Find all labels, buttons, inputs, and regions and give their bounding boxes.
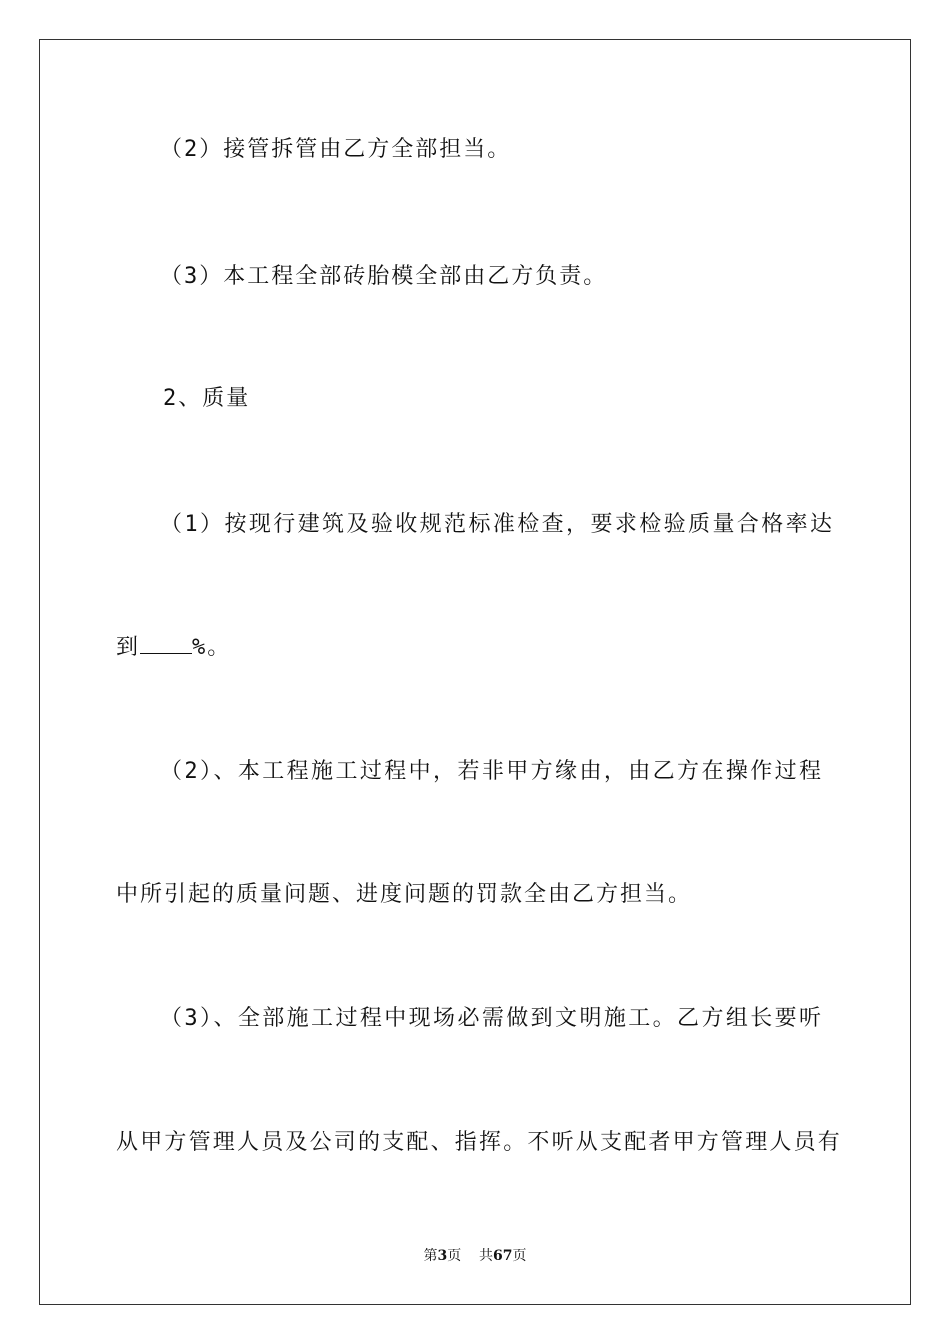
footer-page-suffix: 页 [447,1248,462,1264]
fill-in-blank [140,635,192,654]
text-line-3: （1）按现行建筑及验收规范标准检查，要求检验质量合格率达 [160,512,835,537]
footer-total-pages: 67 [493,1248,513,1264]
text-line-1: （2）接管拆管由乙方全部担当。 [160,137,512,162]
page-footer [0,1247,950,1265]
footer-page-number: 3 [437,1248,448,1264]
text-line-4 [116,634,231,662]
text-line-2: （3）本工程全部砖胎模全部由乙方负责。 [160,264,608,289]
footer-total-suffix: 页 [512,1248,527,1264]
footer-total-prefix: 共 [479,1248,494,1264]
text-line-4-suffix: %。 [192,635,232,660]
page-frame [39,39,911,1305]
text-line-7: （3）、全部施工过程中现场必需做到文明施工。乙方组长要听 [160,1006,824,1031]
text-line-5: （2）、本工程施工过程中，若非甲方缘由，由乙方在操作过程 [160,759,824,784]
section-heading-quality: 2、质量 [163,386,251,411]
text-line-4-prefix: 到 [116,635,141,660]
footer-page-prefix: 第 [423,1248,438,1264]
text-line-8: 从甲方管理人员及公司的支配、指挥。不听从支配者甲方管理人员有 [116,1130,843,1155]
text-line-6: 中所引起的质量问题、进度问题的罚款全由乙方担当。 [116,882,693,907]
